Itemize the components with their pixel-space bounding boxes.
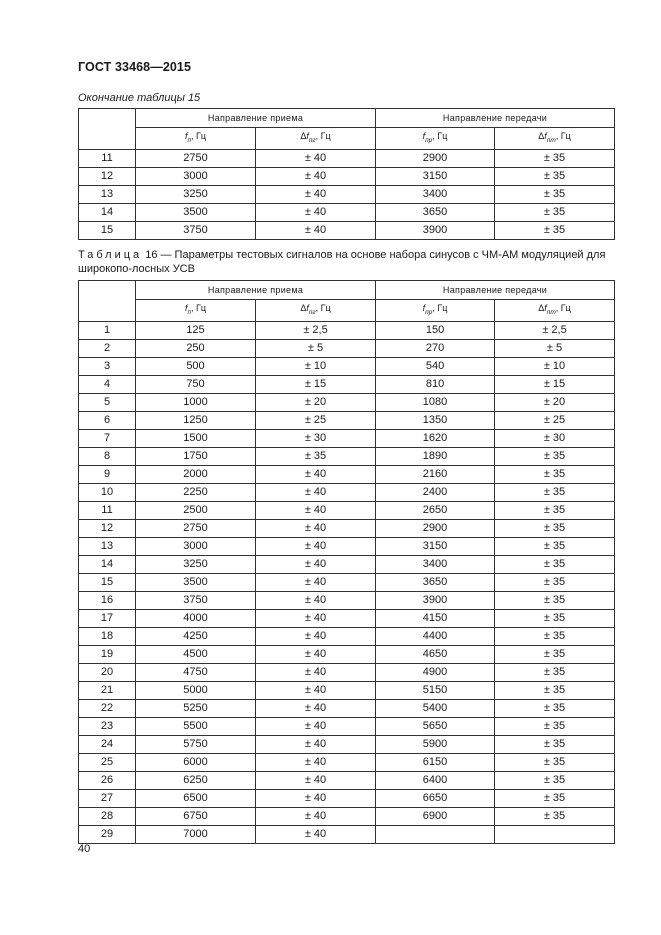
freq-receive-cell: 3250 <box>136 185 256 203</box>
deviation-transmit-cell: ± 35 <box>495 717 615 735</box>
deviation-receive-cell: ± 25 <box>256 411 376 429</box>
row-number-cell: 24 <box>79 735 136 753</box>
table-row <box>79 681 615 699</box>
deviation-transmit-cell: ± 35 <box>495 555 615 573</box>
freq-receive-cell: 3000 <box>136 537 256 555</box>
row-number-cell: 13 <box>79 537 136 555</box>
table-row <box>79 645 615 663</box>
freq-receive-cell: 250 <box>136 339 256 357</box>
deviation-transmit-cell: ± 35 <box>495 771 615 789</box>
freq-receive-cell: 1750 <box>136 447 256 465</box>
freq-transmit-cell <box>376 825 495 843</box>
deviation-receive-cell: ± 40 <box>256 483 376 501</box>
row-number-header <box>79 109 136 150</box>
deviation-receive-cell: ± 20 <box>256 393 376 411</box>
row-number-cell: 7 <box>79 429 136 447</box>
deviation-transmit-cell: ± 35 <box>495 699 615 717</box>
document-header: ГОСТ 33468—2015 <box>78 60 192 74</box>
deviation-receive-cell: ± 40 <box>256 825 376 843</box>
freq-transmit-cell: 5900 <box>376 735 495 753</box>
deviation-receive-cell: ± 2,5 <box>256 321 376 339</box>
table-row <box>79 375 615 393</box>
row-number-cell: 27 <box>79 789 136 807</box>
freq-receive-cell: 5500 <box>136 717 256 735</box>
deviation-receive-cell: ± 40 <box>256 555 376 573</box>
freq-receive-cell: 500 <box>136 357 256 375</box>
freq-receive-cell: 3750 <box>136 591 256 609</box>
table-row <box>79 465 615 483</box>
transmit-direction-header: Направление передачи <box>376 281 615 300</box>
freq-receive-cell: 4250 <box>136 627 256 645</box>
table-row <box>79 555 615 573</box>
freq-receive-cell: 125 <box>136 321 256 339</box>
deviation-transmit-cell: ± 35 <box>495 447 615 465</box>
table-row <box>79 185 615 203</box>
table-row <box>79 573 615 591</box>
deviation-receive-cell: ± 35 <box>256 447 376 465</box>
freq-transmit-cell: 4900 <box>376 663 495 681</box>
table-row <box>79 221 615 239</box>
freq-transmit-cell: 4150 <box>376 609 495 627</box>
deviation-receive-cell: ± 40 <box>256 501 376 519</box>
row-number-cell: 11 <box>79 501 136 519</box>
row-number-cell: 5 <box>79 393 136 411</box>
freq-receive-cell: 6750 <box>136 807 256 825</box>
receive-direction-header: Направление приема <box>136 281 376 300</box>
table-row <box>79 789 615 807</box>
deviation-receive-cell: ± 40 <box>256 681 376 699</box>
col-deviation-receive: $\Delta f_{пг}$, Гц <box>256 128 376 150</box>
row-number-cell: 6 <box>79 411 136 429</box>
deviation-transmit-cell <box>495 825 615 843</box>
row-number-cell: 9 <box>79 465 136 483</box>
freq-transmit-cell: 5400 <box>376 699 495 717</box>
table-row <box>79 519 615 537</box>
table-row <box>79 339 615 357</box>
freq-transmit-cell: 4400 <box>376 627 495 645</box>
deviation-transmit-cell: ± 35 <box>495 627 615 645</box>
deviation-receive-cell: ± 40 <box>256 203 376 221</box>
freq-transmit-cell: 3900 <box>376 221 495 239</box>
freq-transmit-cell: 2900 <box>376 149 495 167</box>
row-number-cell: 19 <box>79 645 136 663</box>
freq-transmit-cell: 150 <box>376 321 495 339</box>
table15-body <box>79 149 615 239</box>
freq-receive-cell: 6500 <box>136 789 256 807</box>
freq-transmit-cell: 2650 <box>376 501 495 519</box>
freq-transmit-cell: 2160 <box>376 465 495 483</box>
freq-receive-cell: 2500 <box>136 501 256 519</box>
col-freq-receive: $f_п$, Гц <box>136 300 256 322</box>
freq-transmit-cell: 3650 <box>376 203 495 221</box>
table-row <box>79 735 615 753</box>
freq-receive-cell: 1250 <box>136 411 256 429</box>
freq-receive-cell: 3750 <box>136 221 256 239</box>
col-freq-receive: $f_п$, Гц <box>136 128 256 150</box>
table-row <box>79 537 615 555</box>
table-row <box>79 429 615 447</box>
freq-transmit-cell: 6900 <box>376 807 495 825</box>
deviation-transmit-cell: ± 35 <box>495 663 615 681</box>
row-number-cell: 25 <box>79 753 136 771</box>
col-deviation-transmit: $\Delta f_{пт}$, Гц <box>495 300 615 322</box>
freq-receive-cell: 6000 <box>136 753 256 771</box>
row-number-cell: 20 <box>79 663 136 681</box>
deviation-transmit-cell: ± 35 <box>495 789 615 807</box>
freq-transmit-cell: 3150 <box>376 537 495 555</box>
freq-receive-cell: 750 <box>136 375 256 393</box>
freq-receive-cell: 4500 <box>136 645 256 663</box>
row-number-cell: 14 <box>79 555 136 573</box>
deviation-receive-cell: ± 40 <box>256 717 376 735</box>
freq-transmit-cell: 5650 <box>376 717 495 735</box>
freq-transmit-cell: 5150 <box>376 681 495 699</box>
row-number-cell: 8 <box>79 447 136 465</box>
table-15 <box>78 108 615 240</box>
deviation-transmit-cell: ± 20 <box>495 393 615 411</box>
deviation-receive-cell: ± 40 <box>256 167 376 185</box>
row-number-cell: 4 <box>79 375 136 393</box>
table-row <box>79 807 615 825</box>
deviation-receive-cell: ± 15 <box>256 375 376 393</box>
row-number-cell: 18 <box>79 627 136 645</box>
deviation-transmit-cell: ± 35 <box>495 221 615 239</box>
row-number-cell: 29 <box>79 825 136 843</box>
row-number-cell: 28 <box>79 807 136 825</box>
freq-transmit-cell: 1620 <box>376 429 495 447</box>
freq-receive-cell: 5000 <box>136 681 256 699</box>
table-row <box>79 501 615 519</box>
deviation-transmit-cell: ± 35 <box>495 203 615 221</box>
table-row <box>79 149 615 167</box>
freq-receive-cell: 3000 <box>136 167 256 185</box>
table-row <box>79 663 615 681</box>
row-number-cell: 3 <box>79 357 136 375</box>
deviation-receive-cell: ± 40 <box>256 149 376 167</box>
table16-body <box>79 321 615 843</box>
freq-transmit-cell: 1890 <box>376 447 495 465</box>
deviation-receive-cell: ± 40 <box>256 465 376 483</box>
deviation-transmit-cell: ± 15 <box>495 375 615 393</box>
deviation-receive-cell: ± 40 <box>256 573 376 591</box>
table-row <box>79 591 615 609</box>
freq-receive-cell: 5750 <box>136 735 256 753</box>
deviation-transmit-cell: ± 35 <box>495 573 615 591</box>
row-number-cell: 12 <box>79 519 136 537</box>
freq-transmit-cell: 3400 <box>376 185 495 203</box>
deviation-transmit-cell: ± 35 <box>495 519 615 537</box>
row-number-cell: 14 <box>79 203 136 221</box>
transmit-direction-header: Направление передачи <box>376 109 615 128</box>
freq-receive-cell: 3500 <box>136 573 256 591</box>
deviation-receive-cell: ± 5 <box>256 339 376 357</box>
row-number-cell: 11 <box>79 149 136 167</box>
table-row <box>79 167 615 185</box>
freq-receive-cell: 4750 <box>136 663 256 681</box>
freq-transmit-cell: 3150 <box>376 167 495 185</box>
deviation-transmit-cell: ± 2,5 <box>495 321 615 339</box>
freq-transmit-cell: 270 <box>376 339 495 357</box>
deviation-transmit-cell: ± 35 <box>495 149 615 167</box>
freq-receive-cell: 2750 <box>136 149 256 167</box>
receive-direction-header: Направление приема <box>136 109 376 128</box>
freq-transmit-cell: 6400 <box>376 771 495 789</box>
deviation-transmit-cell: ± 30 <box>495 429 615 447</box>
freq-transmit-cell: 6650 <box>376 789 495 807</box>
freq-receive-cell: 1000 <box>136 393 256 411</box>
freq-receive-cell: 2250 <box>136 483 256 501</box>
freq-transmit-cell: 3900 <box>376 591 495 609</box>
freq-receive-cell: 7000 <box>136 825 256 843</box>
deviation-receive-cell: ± 40 <box>256 807 376 825</box>
table-row <box>79 825 615 843</box>
deviation-transmit-cell: ± 35 <box>495 681 615 699</box>
row-number-cell: 1 <box>79 321 136 339</box>
freq-receive-cell: 1500 <box>136 429 256 447</box>
table-row <box>79 357 615 375</box>
row-number-cell: 15 <box>79 573 136 591</box>
deviation-transmit-cell: ± 35 <box>495 753 615 771</box>
table-row <box>79 699 615 717</box>
freq-transmit-cell: 4650 <box>376 645 495 663</box>
table-row <box>79 717 615 735</box>
deviation-receive-cell: ± 40 <box>256 609 376 627</box>
row-number-cell: 12 <box>79 167 136 185</box>
freq-receive-cell: 3500 <box>136 203 256 221</box>
row-number-cell: 16 <box>79 591 136 609</box>
table15-caption: Окончание таблицы 15 <box>78 92 201 104</box>
row-number-cell: 21 <box>79 681 136 699</box>
deviation-transmit-cell: ± 35 <box>495 185 615 203</box>
deviation-transmit-cell: ± 35 <box>495 483 615 501</box>
freq-receive-cell: 3250 <box>136 555 256 573</box>
table-row <box>79 203 615 221</box>
table-row <box>79 753 615 771</box>
deviation-receive-cell: ± 40 <box>256 663 376 681</box>
freq-transmit-cell: 540 <box>376 357 495 375</box>
freq-transmit-cell: 3650 <box>376 573 495 591</box>
freq-receive-cell: 4000 <box>136 609 256 627</box>
freq-transmit-cell: 1350 <box>376 411 495 429</box>
row-number-cell: 13 <box>79 185 136 203</box>
deviation-receive-cell: ± 40 <box>256 221 376 239</box>
deviation-receive-cell: ± 40 <box>256 789 376 807</box>
page-number: 40 <box>78 843 91 855</box>
deviation-transmit-cell: ± 35 <box>495 465 615 483</box>
deviation-receive-cell: ± 40 <box>256 519 376 537</box>
deviation-transmit-cell: ± 35 <box>495 537 615 555</box>
table-row <box>79 609 615 627</box>
table-row <box>79 447 615 465</box>
deviation-transmit-cell: ± 35 <box>495 591 615 609</box>
deviation-transmit-cell: ± 35 <box>495 167 615 185</box>
table-row <box>79 321 615 339</box>
deviation-receive-cell: ± 10 <box>256 357 376 375</box>
deviation-receive-cell: ± 30 <box>256 429 376 447</box>
col-freq-transmit: $f_{пр}$, Гц <box>376 300 495 322</box>
row-number-header <box>79 281 136 322</box>
deviation-receive-cell: ± 40 <box>256 699 376 717</box>
deviation-transmit-cell: ± 35 <box>495 609 615 627</box>
deviation-receive-cell: ± 40 <box>256 185 376 203</box>
row-number-cell: 23 <box>79 717 136 735</box>
table-row <box>79 627 615 645</box>
table-row <box>79 411 615 429</box>
row-number-cell: 22 <box>79 699 136 717</box>
col-freq-transmit: $f_{пр}$, Гц <box>376 128 495 150</box>
deviation-transmit-cell: ± 35 <box>495 735 615 753</box>
table-row <box>79 771 615 789</box>
deviation-transmit-cell: ± 5 <box>495 339 615 357</box>
freq-transmit-cell: 3400 <box>376 555 495 573</box>
deviation-transmit-cell: ± 10 <box>495 357 615 375</box>
table16-caption: Таблица 16 — Параметры тестовых сигналов на основе набора синусов с ЧМ-АМ модуляцией для широкопо-лосных УСВ <box>78 249 606 275</box>
freq-transmit-cell: 2900 <box>376 519 495 537</box>
freq-transmit-cell: 6150 <box>376 753 495 771</box>
freq-transmit-cell: 2400 <box>376 483 495 501</box>
deviation-transmit-cell: ± 35 <box>495 645 615 663</box>
row-number-cell: 2 <box>79 339 136 357</box>
table-row <box>79 393 615 411</box>
deviation-receive-cell: ± 40 <box>256 753 376 771</box>
col-deviation-receive: $\Delta f_{пг}$, Гц <box>256 300 376 322</box>
freq-receive-cell: 2000 <box>136 465 256 483</box>
freq-transmit-cell: 1080 <box>376 393 495 411</box>
table-row <box>79 483 615 501</box>
freq-receive-cell: 6250 <box>136 771 256 789</box>
deviation-receive-cell: ± 40 <box>256 645 376 663</box>
deviation-receive-cell: ± 40 <box>256 735 376 753</box>
row-number-cell: 26 <box>79 771 136 789</box>
row-number-cell: 10 <box>79 483 136 501</box>
freq-transmit-cell: 810 <box>376 375 495 393</box>
deviation-receive-cell: ± 40 <box>256 627 376 645</box>
deviation-transmit-cell: ± 35 <box>495 501 615 519</box>
freq-receive-cell: 2750 <box>136 519 256 537</box>
deviation-receive-cell: ± 40 <box>256 771 376 789</box>
deviation-transmit-cell: ± 35 <box>495 807 615 825</box>
deviation-receive-cell: ± 40 <box>256 537 376 555</box>
deviation-transmit-cell: ± 25 <box>495 411 615 429</box>
row-number-cell: 15 <box>79 221 136 239</box>
table-16 <box>78 280 615 844</box>
col-deviation-transmit: $\Delta f_{пт}$, Гц <box>495 128 615 150</box>
deviation-receive-cell: ± 40 <box>256 591 376 609</box>
freq-receive-cell: 5250 <box>136 699 256 717</box>
row-number-cell: 17 <box>79 609 136 627</box>
